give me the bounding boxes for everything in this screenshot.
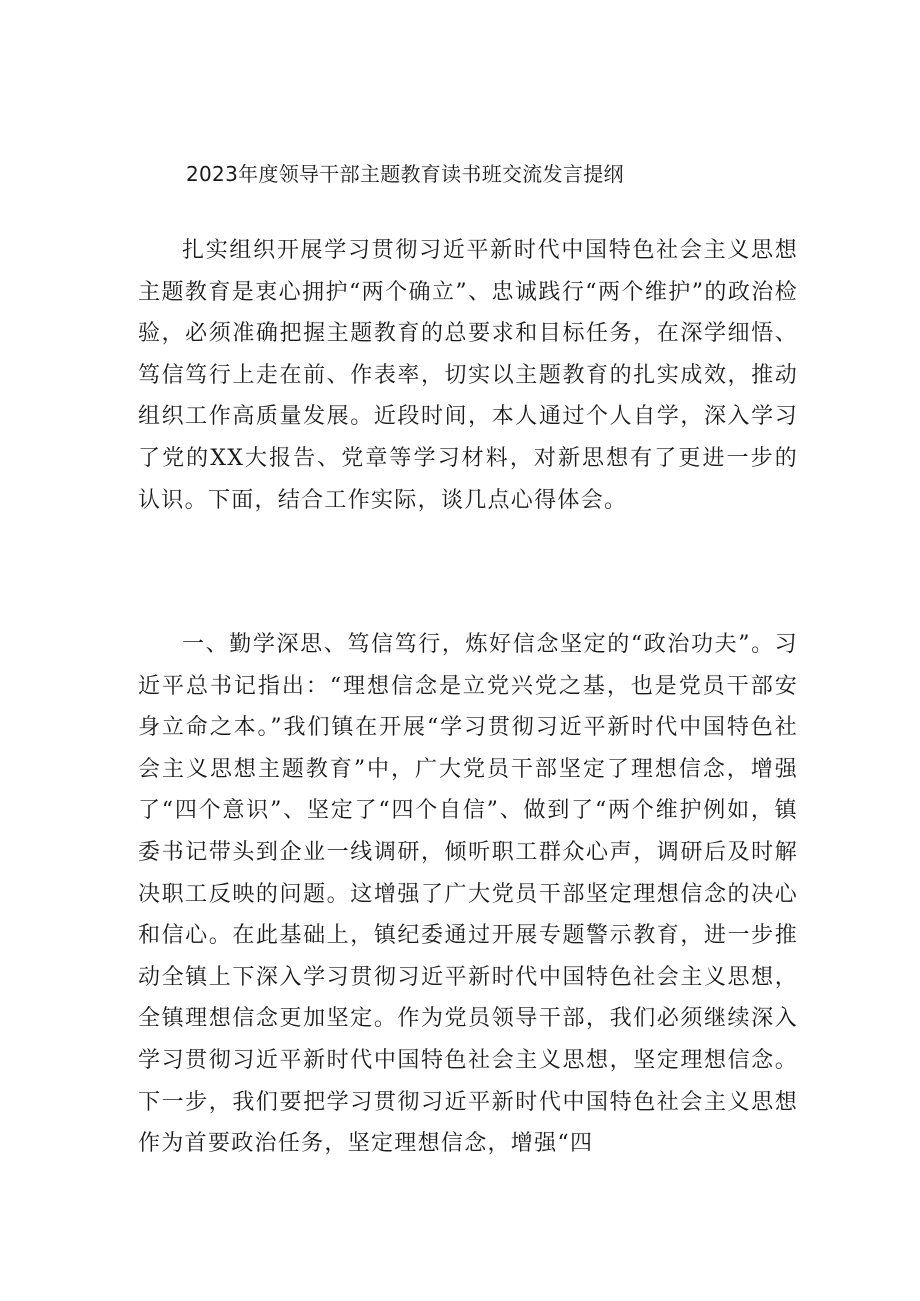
intro-paragraph: 扎实组织开展学习贯彻习近平新时代中国特色社会主义思想主题教育是衷心拥护“两个确立”、忠诚践行“两个维护”的政治检验，必须准确把握主题教育的总要求和目标任务，在深学细悟、笃信笃行上走在前、作表率，切实以主题教育的扎实成效，推动组织工作高质量发展。近段时间，本人通过个人自学，深入学习了党的XX大报告、党章等学习材料，对新思想有了更进一步的认识。下面，结合工作实际，谈几点心得体会。	[138, 238, 798, 513]
section-one-paragraph: 一、勤学深思、笃信笃行，炼好信念坚定的“政治功夫”。习近平总书记指出：“理想信念是立党兴党之基，也是党员干部安身立命之本。”我们镇在开展“学习贯彻习近平新时代中国特色社会主义思想主题教育”中，广大党员干部坚定了理想信念，增强了“四个意识”、坚定了“四个自信”、做到了“两个维护例如，镇委书记带头到企业一线调研，倾听职工群众心声，调研后及时解决职工反映的问题。这增强了广大党员干部坚定理想信念的决心和信心。在此基础上，镇纪委通过开展专题警示教育，进一步推动全镇上下深入学习贯彻习近平新时代中国特色社会主义思想，全镇理想信念更加坚定。作为党员领导干部，我们必须继续深入学习贯彻习近平新时代中国特色社会主义思想，坚定理想信念。下一步，我们要把学习贯彻习近平新时代中国特色社会主义思想作为首要政治任务，坚定理想信念，增强“四	[138, 632, 798, 1157]
document-title: 2023年度领导干部主题教育读书班交流发言提纲	[186, 162, 624, 186]
